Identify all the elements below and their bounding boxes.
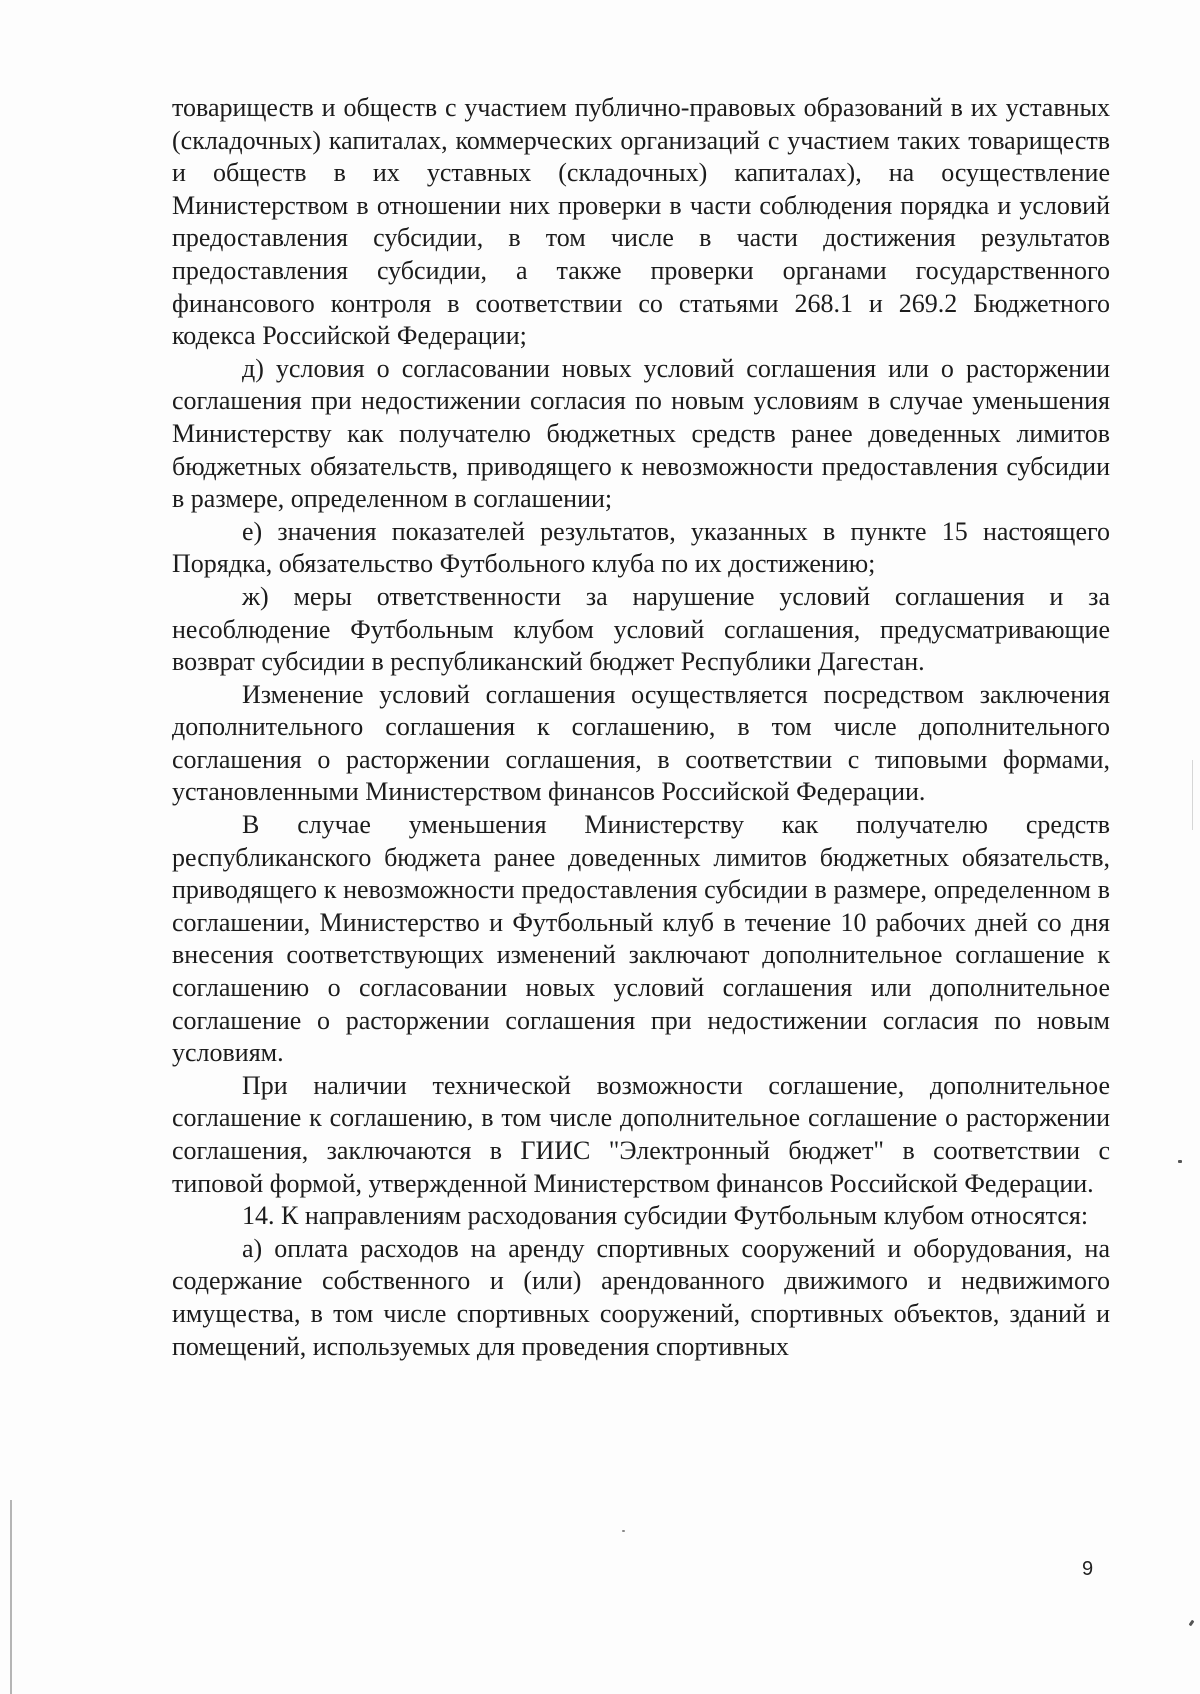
scan-speck xyxy=(1178,1160,1182,1163)
page-number: 9 xyxy=(1082,1558,1094,1580)
paragraph-electronic-budget: При наличии технической возможности соглашение, дополнительное соглашение к соглашению, в том числе дополнительное соглашение о расторжении соглашения, заключаются в ГИИС "Электронный бюджет" в соответствии с типовой формой, утвержденной Министерством финансов Российской Федерации. xyxy=(172,1070,1110,1198)
scan-edge-line-right xyxy=(1192,760,1193,830)
scan-speck xyxy=(622,1530,625,1532)
paragraph-limit-reduction: В случае уменьшения Министерству как получателю средств республиканского бюджета ранее доведенных лимитов бюджетных обязательств, приводящего к невозможности предоставления субсидии в размере, определенном в соглашении, Министерство и Футбольный клуб в течение 10 рабочих дней со дня внесения соответствующих изменений заключают дополнительное соглашение к соглашению о согласовании новых условий соглашения или дополнительное соглашение о расторжении соглашения при недостижении согласия по новым условиям. xyxy=(172,810,1110,1068)
paragraph-section-14: 14. К направлениям расходования субсидии Футбольным клубом относятся: xyxy=(242,1201,1089,1231)
document-body xyxy=(172,92,1110,1363)
scan-edge-line xyxy=(10,1500,12,1694)
paragraph-item-a: а) оплата расходов на аренду спортивных сооружений и оборудования, на содержание собственного и (или) арендованного движимого и недвижимого имущества, в том числе спортивных сооружений, спортивных объектов, зданий и помещений, используемых для проведения спортивных xyxy=(172,1233,1110,1361)
paragraph-item-e: е) значения показателей результатов, указанных в пункте 15 настоящего Порядка, обязательство Футбольного клуба по их достижению; xyxy=(172,516,1110,579)
paragraph-agreement-changes: Изменение условий соглашения осуществляется посредством заключения дополнительного соглашения к соглашению, в том числе дополнительного соглашения о расторжении соглашения, в соответствии с типовыми формами, установленными Министерством финансов Российской Федерации. xyxy=(172,679,1110,807)
paragraph-continuation: товариществ и обществ с участием публично-правовых образований в их уставных (складочных) капиталах, коммерческих организаций с участием таких товариществ и обществ в их уставных (складочных) капиталах), на осуществление Министерством в отношении них проверки в части соблюдения порядка и условий предоставления субсидии, в том числе в части достижения результатов предоставления субсидии, а также проверки органами государственного финансового контроля в соответствии со статьями 268.1 и 269.2 Бюджетного кодекса Российской Федерации; xyxy=(172,93,1110,351)
scan-speck xyxy=(1189,1620,1195,1627)
paragraph-item-d: д) условия о согласовании новых условий соглашения или о расторжении соглашения при недостижении согласия по новым условиям в случае уменьшения Министерству как получателю бюджетных средств ранее доведенных лимитов бюджетных обязательств, приводящего к невозможности предоставления субсидии в размере, определенном в соглашении; xyxy=(172,353,1110,514)
paragraph-item-zh: ж) меры ответственности за нарушение условий соглашения и за несоблюдение Футбольным клубом условий соглашения, предусматривающие возврат субсидии в республиканский бюджет Республики Дагестан. xyxy=(172,581,1110,677)
